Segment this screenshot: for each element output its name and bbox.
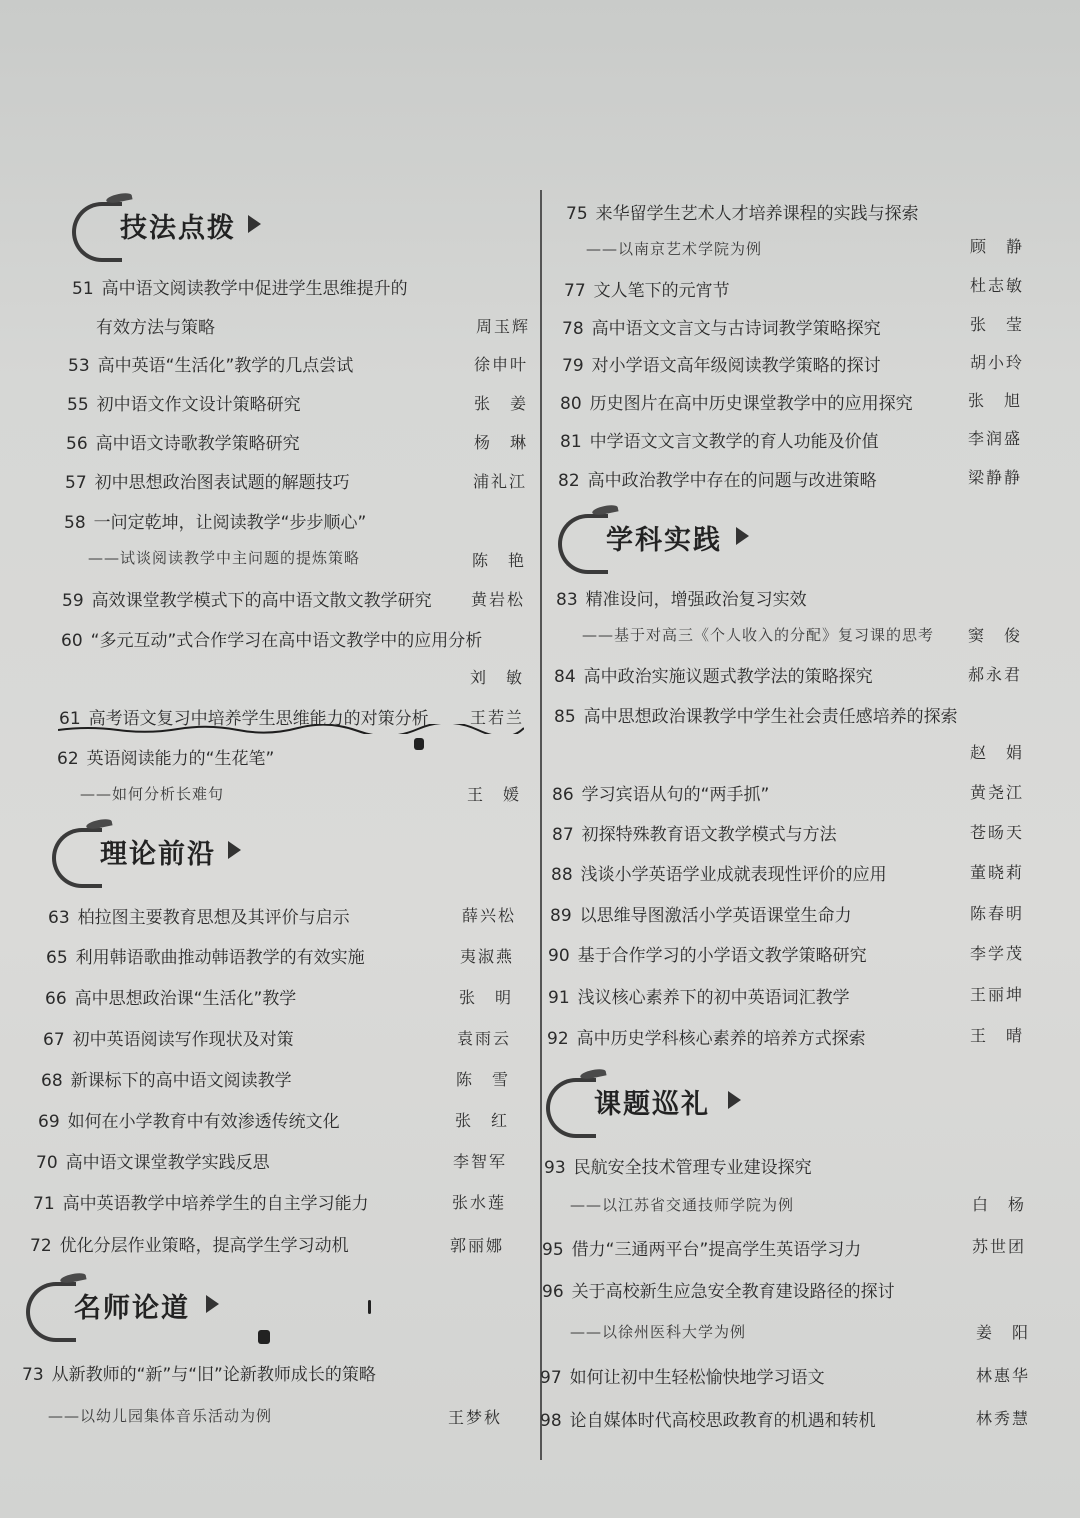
toc-entry-85[interactable]: 85 高中思想政治课教学中学生社会责任感培养的探索 [554, 707, 958, 727]
author: 张 明 [459, 988, 514, 1007]
author: 王若兰 [470, 708, 525, 727]
handwritten-underline-icon [58, 724, 524, 734]
section-title: 理论前沿 [100, 839, 216, 870]
author: 胡小玲 [970, 353, 1025, 372]
toc-entry-82[interactable]: 82 高中政治教学中存在的问题与改进策略 [558, 471, 877, 491]
toc-entry-62[interactable]: 62 英语阅读能力的“生花笔” [57, 749, 275, 769]
author: 苍旸天 [970, 823, 1025, 842]
author: 张水莲 [452, 1193, 507, 1212]
author: 王丽坤 [970, 985, 1025, 1004]
toc-entry-72[interactable]: 72 优化分层作业策略，提高学生学习动机 [30, 1236, 349, 1256]
toc-entry-93[interactable]: 93 民航安全技术管理专业建设探究 [544, 1158, 812, 1178]
author: 白 杨 [972, 1195, 1027, 1214]
toc-subtitle: ——以徐州医科大学为例 [570, 1323, 747, 1341]
toc-entry-68[interactable]: 68 新课标下的高中语文阅读教学 [41, 1071, 292, 1091]
toc-entry-70[interactable]: 70 高中语文课堂教学实践反思 [36, 1153, 270, 1173]
author: 浦礼江 [473, 472, 528, 491]
toc-entry-65[interactable]: 65 利用韩语歌曲推动韩语教学的有效实施 [46, 948, 365, 968]
ink-mark-icon [258, 1330, 270, 1344]
toc-entry-66[interactable]: 66 高中思想政治课“生活化”教学 [45, 989, 297, 1009]
flag-icon [248, 215, 261, 233]
toc-entry-53[interactable]: 53 高中英语“生活化”教学的几点尝试 [68, 356, 354, 376]
author: 张 旭 [968, 391, 1023, 410]
author: 杜志敏 [970, 276, 1025, 295]
toc-entry-97[interactable]: 97 如何让初中生轻松愉快地学习语文 [540, 1368, 825, 1388]
toc-entry-58[interactable]: 58 一问定乾坤，让阅读教学“步步顺心” [64, 513, 367, 533]
author: 陈春明 [970, 904, 1025, 923]
toc-subtitle: ——以江苏省交通技师学院为例 [570, 1196, 795, 1214]
author: 姜 阳 [976, 1323, 1031, 1342]
author: 苏世团 [972, 1237, 1027, 1256]
toc-entry-91[interactable]: 91 浅议核心素养下的初中英语词汇教学 [548, 988, 850, 1008]
toc-entry-87[interactable]: 87 初探特殊教育语文教学模式与方法 [552, 825, 837, 845]
toc-entry-81[interactable]: 81 中学语文文言文教学的育人功能及价值 [560, 432, 879, 452]
toc-entry-79[interactable]: 79 对小学语文高年级阅读教学策略的探讨 [562, 356, 881, 376]
toc-entry-92[interactable]: 92 高中历史学科核心素养的培养方式探索 [547, 1029, 866, 1049]
author: 陈 雪 [456, 1070, 511, 1089]
section-title: 名师论道 [74, 1293, 190, 1324]
toc-entry-57[interactable]: 57 初中思想政治图表试题的解题技巧 [65, 473, 350, 493]
section-arc-icon [52, 828, 102, 888]
author: 林秀慧 [976, 1409, 1031, 1428]
flag-icon [206, 1295, 219, 1313]
toc-entry-89[interactable]: 89 以思维导图激活小学英语课堂生命力 [550, 906, 852, 926]
author: 周玉辉 [476, 317, 531, 336]
author: 郭丽娜 [450, 1236, 505, 1255]
author: 顾 静 [970, 237, 1025, 256]
toc-entry-78[interactable]: 78 高中语文文言文与古诗词教学策略探究 [562, 319, 881, 339]
toc-entry-98[interactable]: 98 论自媒体时代高校思政教育的机遇和转机 [540, 1411, 876, 1431]
toc-subtitle: ——以南京艺术学院为例 [586, 240, 763, 258]
toc-entry-71[interactable]: 71 高中英语教学中培养学生的自主学习能力 [33, 1194, 369, 1214]
section-title: 技法点拨 [120, 213, 236, 244]
author: 王 媛 [467, 785, 522, 804]
author: 梁静静 [968, 468, 1023, 487]
toc-entry-83[interactable]: 83 精准设问，增强政治复习实效 [556, 590, 807, 610]
toc-entry-63[interactable]: 63 柏拉图主要教育思想及其评价与启示 [48, 908, 350, 928]
author: 黄尧江 [970, 783, 1025, 802]
toc-entry-61[interactable]: 61 高考语文复习中培养学生思维能力的对策分析 [59, 709, 429, 729]
author: 王 晴 [970, 1026, 1025, 1045]
toc-entry-77[interactable]: 77 文人笔下的元宵节 [564, 281, 730, 301]
column-divider [540, 190, 542, 1460]
toc-entry-90[interactable]: 90 基于合作学习的小学语文教学策略研究 [548, 946, 867, 966]
author: 赵 娟 [970, 743, 1025, 762]
toc-entry-95[interactable]: 95 借力“三通两平台”提高学生英语学习力 [542, 1240, 862, 1260]
author: 窦 俊 [968, 626, 1023, 645]
section-arc-icon [558, 514, 608, 574]
toc-entry-86[interactable]: 86 学习宾语从句的“两手抓” [552, 785, 770, 805]
toc-entry-73[interactable]: 73 从新教师的“新”与“旧”论新教师成长的策略 [22, 1365, 376, 1385]
toc-subtitle: ——基于对高三《个人收入的分配》复习课的思考 [582, 626, 935, 644]
toc-subtitle: ——以幼儿园集体音乐活动为例 [48, 1407, 273, 1425]
author: 刘 敏 [470, 668, 525, 687]
ink-mark-icon [414, 738, 424, 750]
author: 黄岩松 [471, 590, 526, 609]
author: 徐申叶 [474, 355, 529, 374]
toc-entry-80[interactable]: 80 历史图片在高中历史课堂教学中的应用探究 [560, 394, 913, 414]
author: 薛兴松 [462, 906, 517, 925]
author: 夷淑燕 [460, 947, 515, 966]
author: 袁雨云 [457, 1029, 512, 1048]
flag-icon [728, 1091, 741, 1109]
section-title: 课题巡礼 [594, 1089, 710, 1120]
section-arc-icon [546, 1078, 596, 1138]
toc-entry-96[interactable]: 96 关于高校新生应急安全教育建设路径的探讨 [542, 1282, 895, 1302]
toc-entry-60[interactable]: 60 “多元互动”式合作学习在高中语文教学中的应用分析 [61, 631, 483, 651]
author: 李润盛 [968, 429, 1023, 448]
toc-entry-59[interactable]: 59 高效课堂教学模式下的高中语文散文教学研究 [62, 591, 432, 611]
toc-entry-51[interactable]: 51 高中语文阅读教学中促进学生思维提升的 [72, 279, 408, 299]
author: 张 姜 [474, 394, 529, 413]
section-title: 学科实践 [606, 525, 722, 556]
author: 张 红 [455, 1111, 510, 1130]
author: 李学茂 [970, 944, 1025, 963]
author: 杨 琳 [474, 433, 529, 452]
toc-entry-84[interactable]: 84 高中政治实施议题式教学法的策略探究 [554, 667, 873, 687]
section-arc-icon [72, 202, 122, 262]
ink-mark-icon [368, 1300, 371, 1314]
toc-entry-67[interactable]: 67 初中英语阅读写作现状及对策 [43, 1030, 294, 1050]
author: 李智军 [453, 1152, 508, 1171]
toc-entry-56[interactable]: 56 高中语文诗歌教学策略研究 [66, 434, 300, 454]
toc-subtitle: ——如何分析长难句 [80, 785, 225, 803]
section-arc-icon [26, 1282, 76, 1342]
author: 王梦秋 [448, 1408, 503, 1427]
author: 陈 艳 [472, 551, 527, 570]
flag-icon [228, 841, 241, 859]
toc-entry-88[interactable]: 88 浅谈小学英语学业成就表现性评价的应用 [551, 865, 887, 885]
author: 林惠华 [976, 1366, 1031, 1385]
toc-entry-51-cont: 有效方法与策略 [96, 318, 215, 338]
flag-icon [736, 527, 749, 545]
toc-entry-75[interactable]: 75 来华留学生艺术人才培养课程的实践与探索 [566, 204, 919, 224]
toc-subtitle: ——试谈阅读教学中主问题的提炼策略 [88, 549, 361, 567]
toc-entry-55[interactable]: 55 初中语文作文设计策略研究 [67, 395, 301, 415]
author: 张 莹 [970, 315, 1025, 334]
author: 郝永君 [968, 665, 1023, 684]
toc-entry-69[interactable]: 69 如何在小学教育中有效渗透传统文化 [38, 1112, 340, 1132]
author: 董晓莉 [970, 863, 1025, 882]
